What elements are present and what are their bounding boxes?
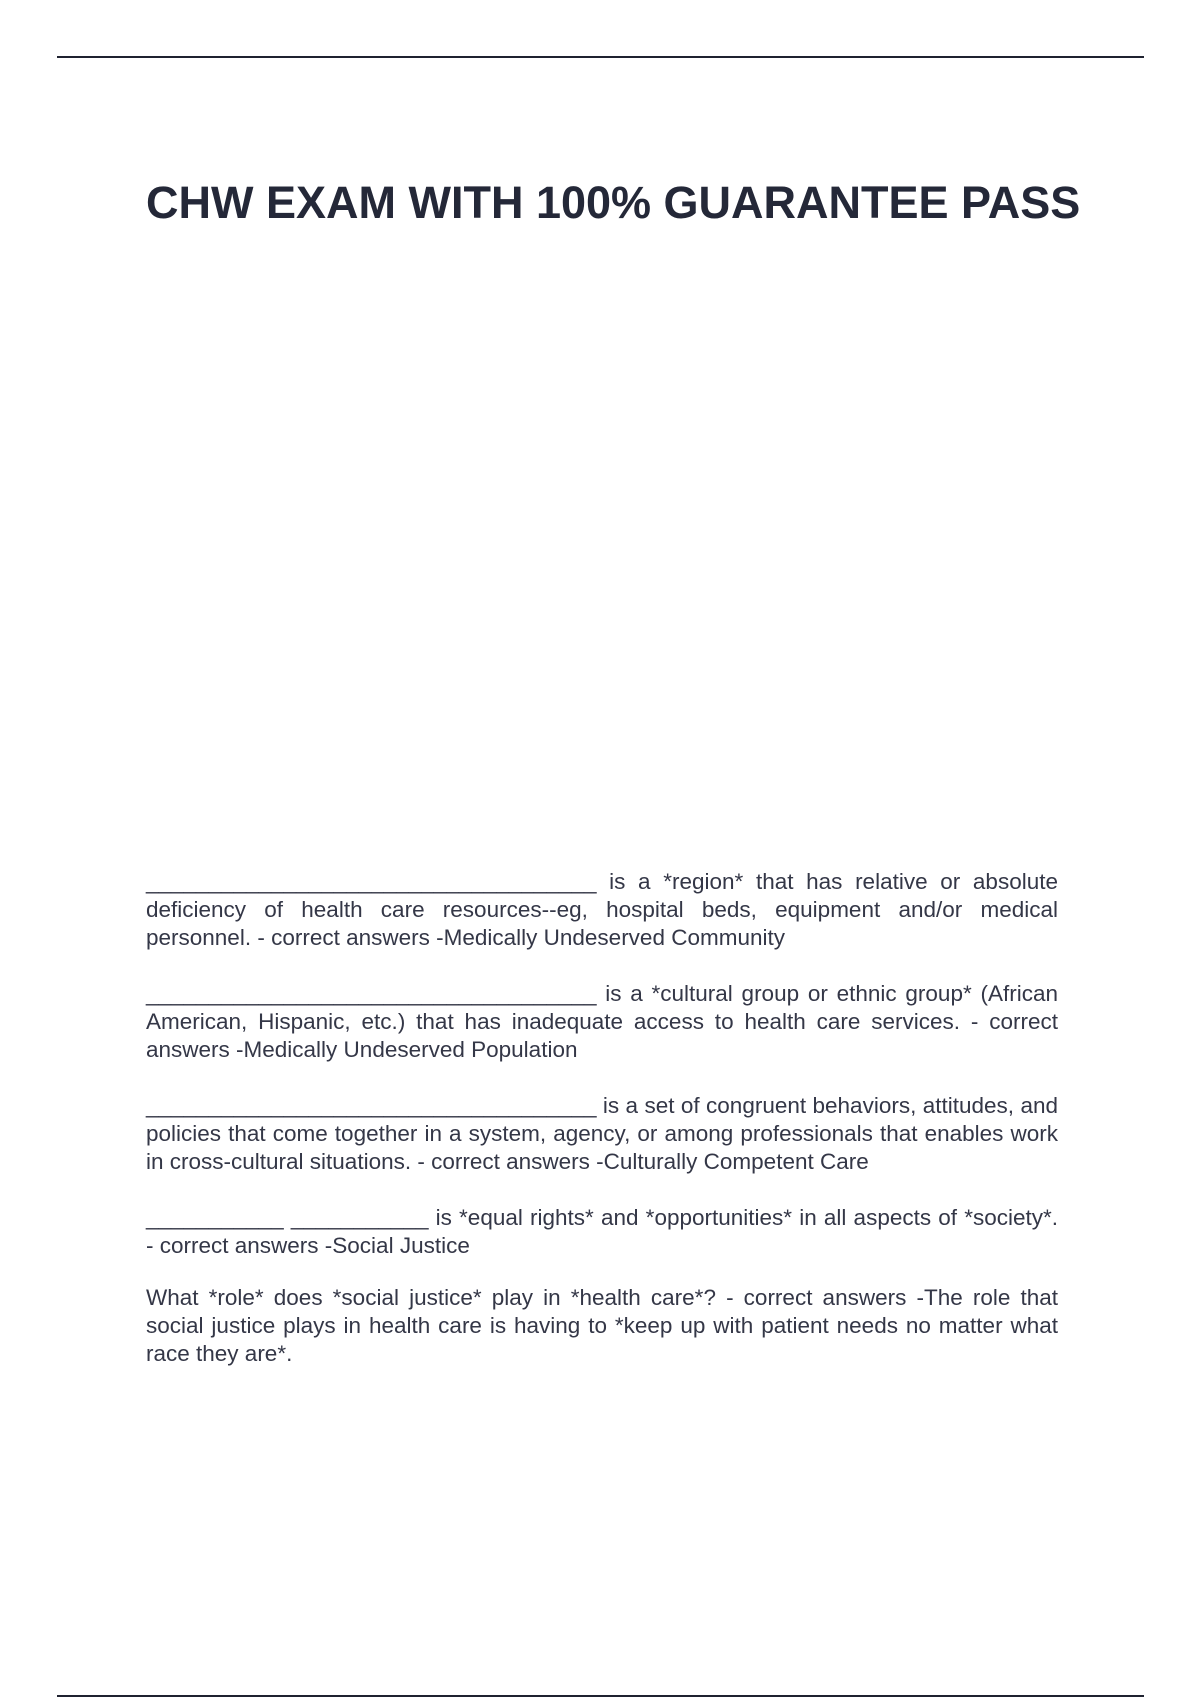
qa-item-4: ___________ ___________ is *equal rights* and *opportunities* in all aspects of *society*. - correct answers -Social Justice bbox=[146, 1205, 1058, 1258]
qa-item-3: ____________________________________ is a set of congruent behaviors, attitudes, and policies that come together in a system, agency, or among professionals that enables work in cross-cultural situations. - correct answers -Culturally Competent Care bbox=[146, 1093, 1058, 1174]
top-divider bbox=[57, 56, 1144, 58]
qa-item-5: What *role* does *social justice* play in *health care*? - correct answers -The role that social justice plays in health care is having to *keep up with patient needs no matter what race they are*. bbox=[146, 1285, 1058, 1366]
qa-item-2: ____________________________________ is a *cultural group or ethnic group* (African American, Hispanic, etc.) that has inadequate access to health care services. - correct answers -Medically Undeserved Population bbox=[146, 981, 1058, 1062]
qa-list bbox=[146, 868, 1058, 1396]
document-title: CHW EXAM WITH 100% GUARANTEE PASS bbox=[146, 177, 1081, 228]
bottom-divider bbox=[57, 1695, 1144, 1697]
qa-item-1: ____________________________________ is a *region* that has relative or absolute deficiency of health care resources--eg, hospital beds, equipment and/or medical personnel. - correct answers -Medically Undeserved Community bbox=[146, 869, 1058, 950]
